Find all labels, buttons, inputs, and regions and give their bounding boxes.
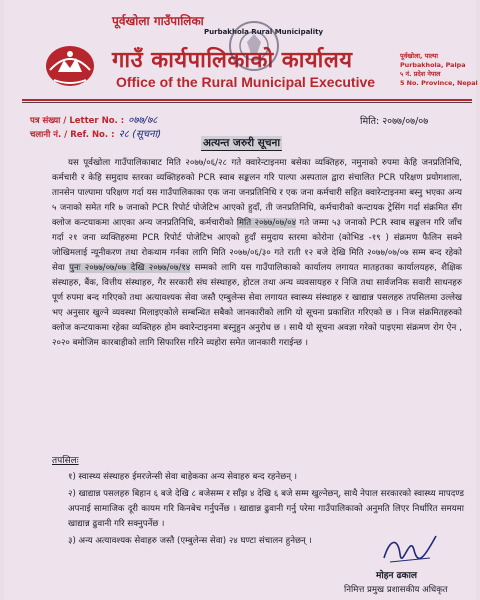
- notes-title: तपसिलः: [52, 456, 79, 466]
- notice-heading: अत्यन्त जरुरी सूचना: [203, 137, 281, 149]
- letterhead-address: पूर्वखोला, पाल्पा Purbakhola, Palpa ५ नं. प्रदेश नेपाल 5 No. Province, Nepal: [400, 52, 478, 87]
- office-seal-stamp-icon: [219, 16, 289, 76]
- letterhead-rule: [22, 99, 472, 101]
- palika-name-en: Purbakhola Rural Municipality: [204, 28, 324, 36]
- list-item: २) खाद्यान्न पसलहरु बिहान ६ बजे देखि ८ बजेसम्म र साँझ ४ देखि ६ बजे सम्म खुल्नेछन्, साथै नेपाल सरकारको स्वास्थ्य मापदण्ड अपनाई सामाजिक दूरी कायम गरि किनबेच गर्नुपर्नेछ । खाद्यान्न ढुवानी गर्नु परेमा गाउँपालिकाको अनुमति लिएर निर्धारित समयमा खाद्यान्न ढुवानी गरि सक्नुपर्नेछ ।: [68, 489, 464, 529]
- handwritten-signature-icon: [380, 528, 440, 568]
- list-item: १) स्वास्थ्य संस्थाहरु ईमरजेन्सी सेवा बाहेकका अन्य सेवाहरु बन्द रहनेछन् ।: [68, 472, 297, 482]
- nepal-emblem-icon: [44, 40, 96, 88]
- signatory-name: मोहन ढकाल: [376, 571, 418, 581]
- letter-number: पत्र संख्या / Letter No. : ०७७/७८: [30, 115, 158, 126]
- notice-date: मिति: २०७७/०७/०७: [360, 116, 429, 127]
- list-item: ३) अन्य अत्यावश्यक सेवाहरु जस्तै (एम्बुलेन्स सेवा) २४ घण्टा संचालन हुनेछन् ।: [68, 536, 312, 546]
- office-title-en: Office of the Rural Municipal Executive: [116, 74, 376, 90]
- office-title-np: गाउँ कार्यपालिकाको कार्यालय: [112, 48, 353, 73]
- notice-body: यस पूर्वखोला गाउँपालिकाबाट मिति २०७७/०६/२८ गते क्वारेन्टाइनमा बसेका व्यक्तिहरु, नमुनाको रुपमा केहि जनप्रतिनिधि, कर्मचारी र केहि समुदाय स्तरका व्यक्तिहरुको PCR स्वाब सङ्कलन गरि पाल्पा अस्पताल द्वारा संचालित PCR परिक्षण प्रयोगशाला, तानसेन पाल्पामा परिक्षण गर्दा यस गाउँपालिकाका एक जना जनप्रतिनिधि र एक जना कर्मचारी सहित क्वारेन्टाइनमा बस्नु भएका अन्य ५ जनाको समेत गरि ७ जनाको PCR रिपोर्ट पोजेटिभ आएको हुदाँ, ती जनप्रतिनिधि, कर्मचारीको कन्टायक ट्रेसिंग गर्दा संक्रमित सँग क्लोज कन्टयाकमा आएका अन्य जनप्रतिनिधि, कर्मचारीको मिति २०७७/०७/०४ गते जम्मा ५३ जनाको PCR स्वाब सङ्कलन गरि जाँच गर्दा २१ जना व्यक्तिहरुमा PCR रिपोर्ट पोजेटिभ आएको हुदाँ समुदाय स्तरमा कोरोना (कोभिड -१९ ) संक्रमण फैलिन सक्ने जोखिमलाई न्यूनीकरण तथा रोकथाम गर्नका लागि मिति २०७७/०६/३० गते राती १२ बजे देखि मिति २०७७/०७/०७ सम्म बन्द रहेको सेवा पुनः २०७७/०७/०७ देखि २०७७/०७/१४ सम्मको लागि यस गाउँपालिकाको कार्यालय लगायत मातहतका कार्यालयहरु, शैक्षिक संस्थाहरु, बैंक, वित्तीय संस्थाहरु, गैर सरकारी संघ संस्थाहरु, होटल तथा अन्य व्यवसायहरु र निजि तथा सार्वजनिक सवारी साधनहरु पूर्ण रुपमा बन्द गरिएको तथा अत्यावश्यक सेवा जस्तै एम्बुलेन्स सेवा लगायत स्वास्थ्य संस्थाहरु र खाद्यान्न पसलहरु तपसिलमा उल्लेख भए अनुसार खुल्ने व्यवस्था मिलाइएकोले सम्बन्धित सबैको जानकारीको लागि यो सूचना प्रकाशित गरिएको छ । निज संक्रमितहरुको क्लोज कन्टयाकमा रहेका व्यक्तिहरु होम क्वारेन्टाइनमा बस्नुहुन अनुरोध छ । साथै यो सूचना अवज्ञा गरेको पाइएमा संक्रमण रोग ऐन , २०२० बमोजिम कारबाहीको लागि सिफारिस गरिने व्यहोरा समेत जानकारी गराईन्छ ।: [52, 158, 463, 348]
- palika-name-np: पूर्वखोला गाउँपालिका: [112, 14, 204, 28]
- notice-page: [4, 0, 476, 600]
- letterhead-rule-thin: [22, 102, 472, 103]
- signatory-title: निमित्त प्रमुख प्रशासकीय अधिकृत: [344, 585, 448, 595]
- reference-number: चलानी नं. / Ref. No. : २८ (सूचना): [30, 129, 162, 140]
